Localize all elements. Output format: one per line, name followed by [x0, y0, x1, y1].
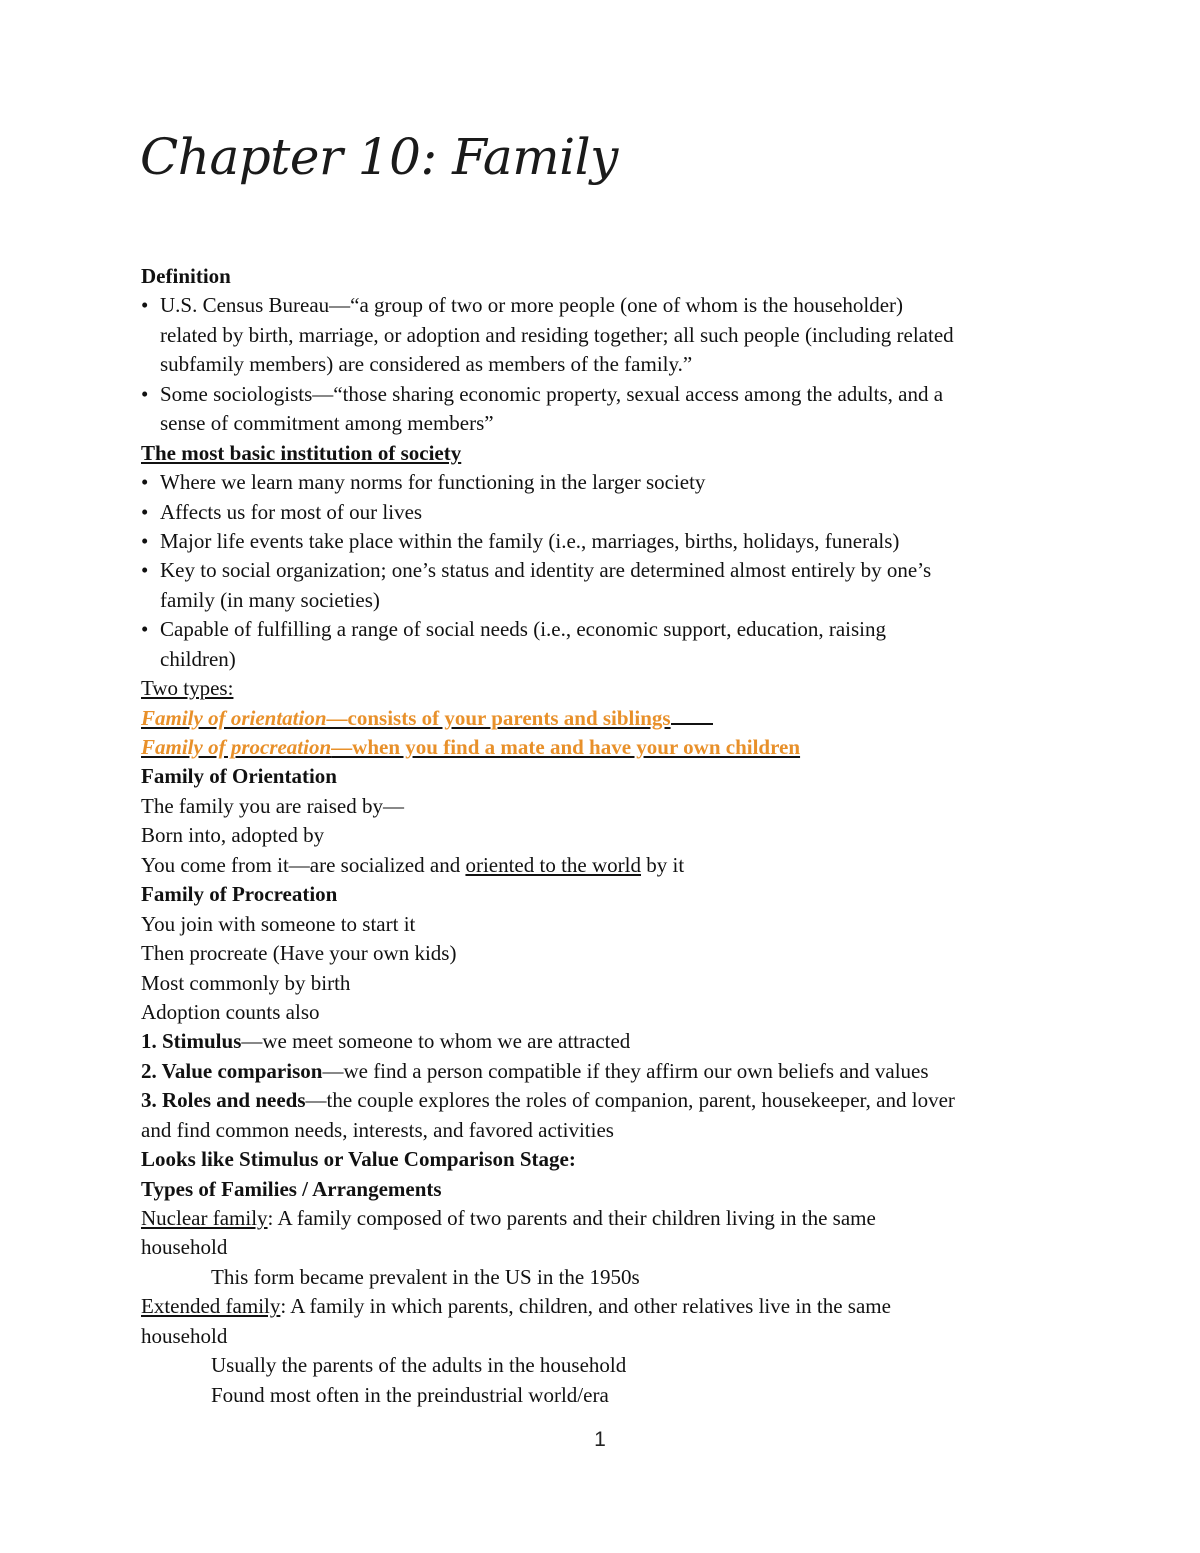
extended-family-term: Extended family [141, 1294, 281, 1319]
extended-family-cont: household [141, 1323, 228, 1348]
text-line: You join with someone to start it [141, 911, 416, 936]
text-line: Born into, adopted by [141, 823, 325, 848]
list-item-cont: children) [160, 646, 236, 671]
census-definition-cont: subfamily members) are considered as members of the family.” [160, 352, 693, 377]
page-title: Chapter 10: Family [140, 128, 618, 186]
nuclear-family-line [141, 1204, 1071, 1233]
list-item-text: Capable of fulfilling a range of social needs (i.e., economic support, education, raising [160, 617, 887, 642]
census-definition-cont: related by birth, marriage, or adoption and residing together; all such people (including related [160, 322, 954, 347]
orientation-heading: Family of Orientation [141, 764, 337, 789]
two-types-label [141, 674, 1071, 703]
text-line: The family you are raised by— [141, 793, 404, 818]
stage-label: 1. Stimulus [141, 1029, 242, 1054]
nuclear-family-cont: household [141, 1235, 228, 1260]
procreation-type-line [141, 733, 1071, 762]
text-span: You come from it—are socialized and [141, 852, 466, 877]
bullet-icon: • [141, 528, 149, 553]
list-item [141, 468, 1071, 497]
bullet-icon: • [141, 617, 149, 642]
list-item [141, 615, 1071, 644]
definition-heading: Definition [141, 264, 231, 288]
procreation-heading: Family of Procreation [141, 882, 338, 907]
list-item [141, 498, 1071, 527]
text-line: Adoption counts also [141, 999, 320, 1024]
looks-like-heading: Looks like Stimulus or Value Comparison Stage: [141, 1147, 576, 1172]
list-item-text: Key to social organization; one’s status and identity are determined almost entirely by one’s [160, 558, 932, 583]
procreation-term: Family of procreation [141, 735, 332, 759]
list-item-text: Where we learn many norms for functioning in the larger society [160, 470, 706, 495]
list-item [141, 291, 1071, 320]
stage-text: —the couple explores the roles of companion, parent, housekeeper, and lover [305, 1088, 955, 1113]
text-line [141, 851, 1071, 880]
text-line: Then procreate (Have your own kids) [141, 941, 457, 966]
stage-text: —we meet someone to whom we are attracted [241, 1029, 631, 1054]
types-heading: Types of Families / Arrangements [141, 1176, 442, 1201]
nuclear-family-term: Nuclear family [141, 1206, 268, 1230]
stage-label: 3. Roles and needs [141, 1088, 306, 1113]
page-number: 1 [594, 1428, 606, 1451]
orientation-definition: —consists of your parents and siblings [326, 705, 671, 730]
orientation-type-line [141, 704, 1071, 733]
bullet-icon: • [141, 381, 149, 406]
orientation-term: Family of orientation [141, 705, 327, 730]
stage-roles-needs [141, 1086, 1071, 1115]
stage-value-comparison [141, 1057, 1071, 1086]
bullet-icon: • [141, 499, 149, 524]
census-definition: U.S. Census Bureau—“a group of two or more people (one of whom is the householder) [160, 293, 904, 318]
underline-rule [671, 709, 713, 725]
extended-family-note: Usually the parents of the adults in the household [211, 1353, 627, 1378]
two-types-label-text: Two types: [141, 676, 234, 701]
stage-roles-needs-cont: and find common needs, interests, and favored activities [141, 1117, 614, 1142]
basic-institution-heading: The most basic institution of society [141, 440, 462, 465]
list-item [141, 556, 1071, 585]
bullet-icon: • [141, 293, 149, 318]
procreation-definition: —when you find a mate and have your own children [331, 735, 801, 759]
nuclear-family-note: This form became prevalent in the US in the 1950s [211, 1264, 640, 1289]
bullet-icon: • [141, 470, 149, 495]
list-item [141, 380, 1071, 409]
extended-family-line [141, 1292, 1071, 1321]
nuclear-family-definition: : A family composed of two parents and their children living in the same [267, 1206, 876, 1230]
extended-family-note: Found most often in the preindustrial world/era [211, 1382, 609, 1407]
sociologist-definition-cont: sense of commitment among members” [160, 411, 494, 436]
text-line: Most commonly by birth [141, 970, 351, 995]
stage-stimulus [141, 1027, 1071, 1056]
stage-text: —we find a person compatible if they affirm our own beliefs and values [322, 1058, 929, 1083]
list-item-text: Affects us for most of our lives [160, 499, 423, 524]
sociologist-definition: Some sociologists—“those sharing economic property, sexual access among the adults, and a [160, 381, 944, 406]
list-item-text: Major life events take place within the family (i.e., marriages, births, holidays, funerals) [160, 528, 900, 553]
list-item-cont: family (in many societies) [160, 587, 380, 612]
bullet-icon: • [141, 558, 149, 583]
text-span: by it [641, 852, 685, 877]
underlined-phrase: oriented to the world [465, 852, 641, 877]
stage-label: 2. Value comparison [141, 1058, 323, 1083]
document-body [141, 262, 1071, 1410]
extended-family-definition: : A family in which parents, children, and other relatives live in the same [280, 1294, 891, 1319]
list-item [141, 527, 1071, 556]
